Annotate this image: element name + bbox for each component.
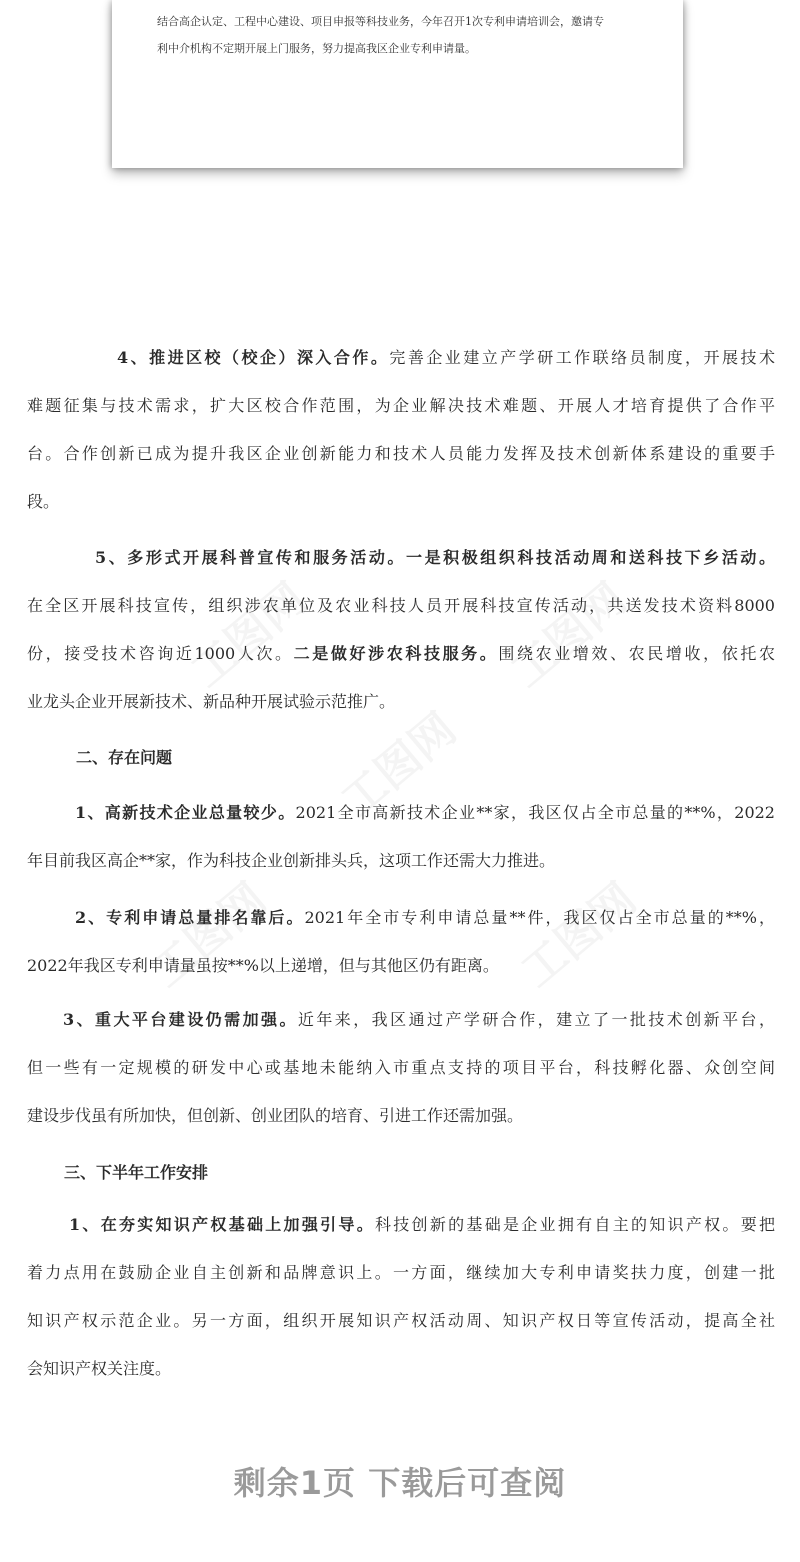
card-paragraph [157, 8, 657, 62]
paragraph-line [27, 996, 775, 1044]
paragraph-line: 台。合作创新已成为提升我区企业创新能力和技术人员能力发挥及技术创新体系建设的重要手 [27, 444, 775, 463]
paragraph-text: 完善企业建立产学研工作联络员制度，开展技术 [389, 348, 775, 367]
paragraph-line [27, 334, 775, 382]
paragraph-5 [27, 534, 775, 726]
paragraph-line: 知识产权示范企业。另一方面，组织开展知识产权活动周、知识产权日等宣传活动，提高全社 [27, 1311, 775, 1330]
document-page-card [112, 0, 683, 168]
paragraph-lead: 3、重大平台建设仍需加强。 [63, 1010, 298, 1029]
paragraph-text: 份，接受技术咨询近1000人次。 [27, 644, 294, 663]
paragraph-text: 2021全市高新技术企业**家，我区仅占全市总量的**%，2022 [295, 803, 775, 822]
paragraph-text: 围绕农业增效、农民增收，依托农 [498, 644, 775, 663]
paragraph-line: 段。 [27, 492, 60, 511]
paragraph-line: 年目前我区高企**家，作为科技企业创新排头兵，这项工作还需大力推进。 [27, 851, 556, 870]
paragraph-text: 科技创新的基础是企业拥有自主的知识产权。要把 [374, 1215, 775, 1234]
paragraph-bold-text: 二是做好涉农科技服务。 [293, 644, 499, 663]
issue-3 [27, 996, 775, 1140]
paragraph-line [27, 789, 775, 837]
paragraph-line [27, 1201, 775, 1249]
section-heading-plan: 三、下半年工作安排 [64, 1163, 209, 1182]
card-line: 利中介机构不定期开展上门服务，努力提高我区企业专利申请量。 [157, 42, 476, 55]
issue-1 [27, 789, 775, 885]
paragraph-line: 但一些有一定规模的研发中心或基地未能纳入市重点支持的项目平台，科技孵化器、众创空间 [27, 1058, 775, 1077]
paragraph-line: 业龙头企业开展新技术、新品种开展试验示范推广。 [27, 692, 396, 711]
paragraph-4 [27, 334, 775, 526]
paragraph-text: 近年来，我区通过产学研合作，建立了一批技术创新平台， [297, 1010, 775, 1029]
card-line: 结合高企认定、工程中心建设、项目申报等科技业务，今年召开1次专利申请培训会，邀请专 [157, 15, 604, 28]
paragraph-lead: 1、高新技术企业总量较少。 [75, 803, 296, 822]
download-prompt[interactable]: 剩余1页 下载后可查阅 [233, 1464, 567, 1502]
paragraph-lead: 2、专利申请总量排名靠后。 [75, 908, 305, 927]
section-heading-problems: 二、存在问题 [76, 748, 173, 767]
paragraph-line: 2022年我区专利申请量虽按**%以上递增，但与其他区仍有距离。 [27, 956, 499, 975]
plan-1 [27, 1201, 775, 1393]
paragraph-lead: 1、在夯实知识产权基础上加强引导。 [69, 1215, 375, 1234]
paragraph-text: 2021年全市专利申请总量**件，我区仅占全市总量的**%， [304, 908, 775, 927]
paragraph-line: 着力点用在鼓励企业自主创新和品牌意识上。一方面，继续加大专利申请奖扶力度，创建一批 [27, 1263, 775, 1282]
paragraph-lead: 5、多形式开展科普宣传和服务活动。一是积极组织科技活动周和送科技下乡活动。 [95, 548, 775, 567]
paragraph-line: 会知识产权关注度。 [27, 1359, 172, 1378]
paragraph-lead: 4、推进区校（校企）深入合作。 [117, 348, 390, 367]
paragraph-line: 建设步伐虽有所加快，但创新、创业团队的培育、引进工作还需加强。 [27, 1106, 524, 1125]
paragraph-line [27, 630, 775, 678]
issue-2 [27, 894, 775, 990]
paragraph-line: 难题征集与技术需求，扩大区校合作范围，为企业解决技术难题、开展人才培育提供了合作平 [27, 396, 775, 415]
paragraph-line [27, 894, 775, 942]
paragraph-line: 在全区开展科技宣传，组织涉农单位及农业科技人员开展科技宣传活动，共送发技术资料8000 [27, 596, 775, 615]
